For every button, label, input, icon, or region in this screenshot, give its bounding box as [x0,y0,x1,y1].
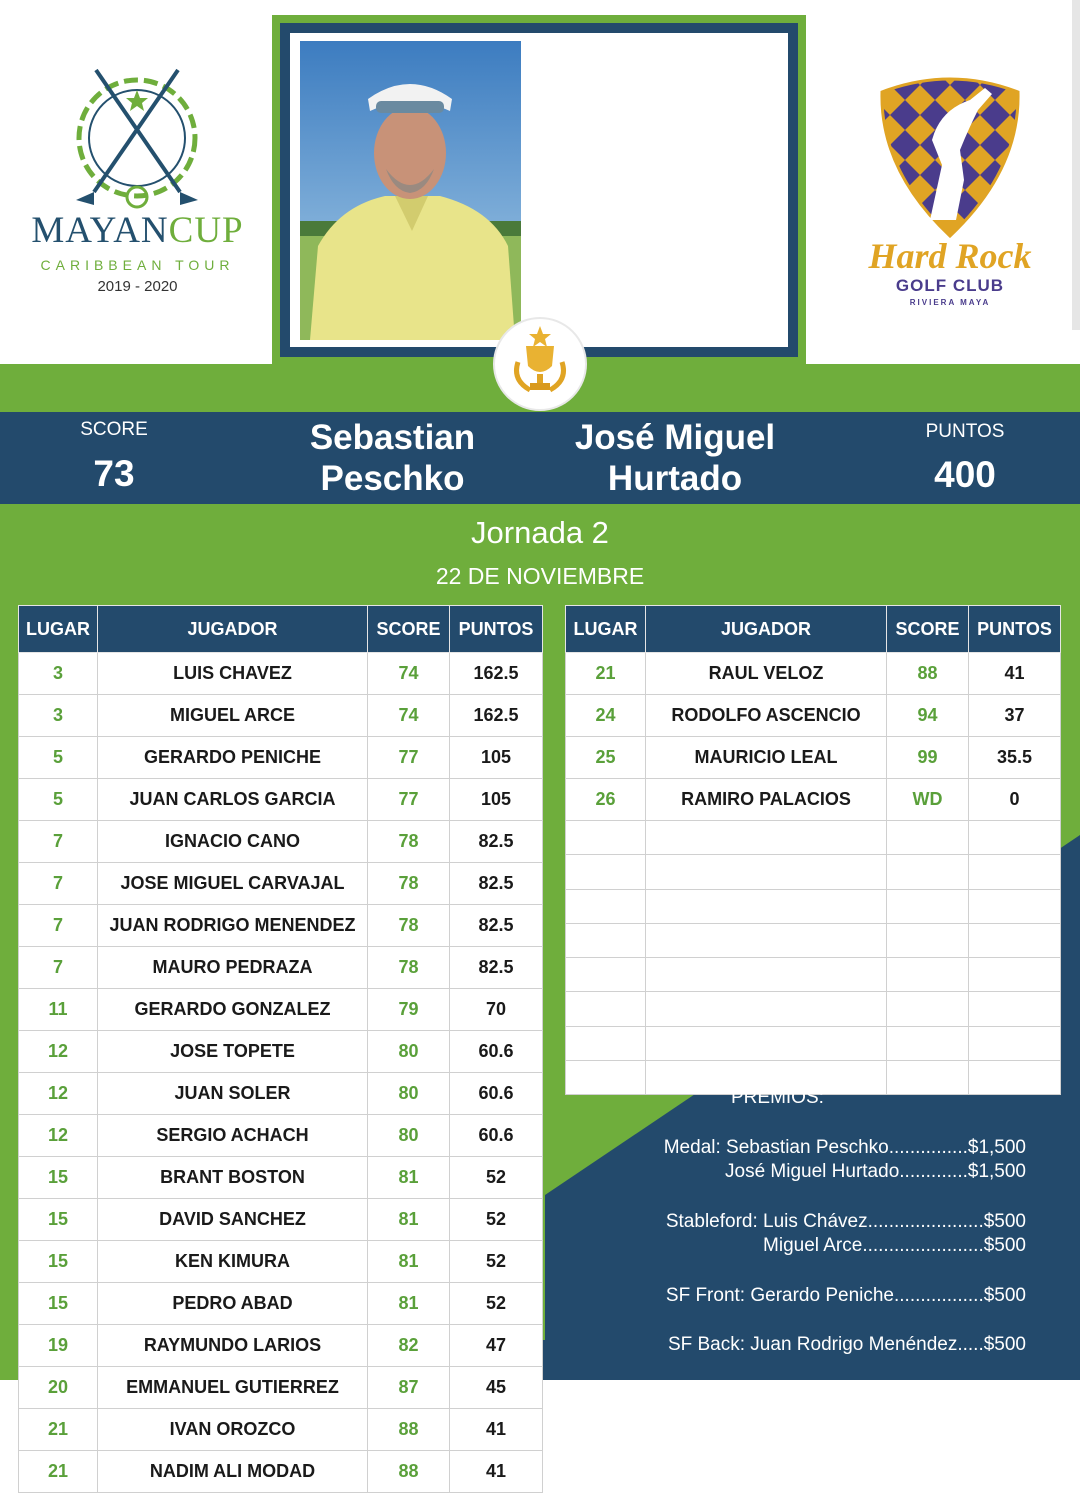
cell-lugar: 5 [19,779,98,821]
cell-score: 87 [368,1367,450,1409]
prizes-title: PREMIOS: [731,1087,824,1108]
prize-medal-1: Medal: Sebastian Peschko...............$1,500 [663,1137,1026,1158]
cell-lugar: 5 [19,737,98,779]
table-row [19,947,543,989]
cell-lugar: 21 [19,1451,98,1493]
trophy-icon [492,316,588,412]
cell-score: 88 [368,1409,450,1451]
cell-puntos: 60.6 [450,1115,543,1157]
table-row [19,905,543,947]
results-table-left [18,605,543,1493]
cell-jugador [646,923,887,957]
cell-puntos: 52 [450,1241,543,1283]
cell-lugar: 7 [19,947,98,989]
header-lugar: LUGAR [566,606,646,653]
cell-puntos: 0 [969,779,1061,821]
cell-lugar [566,992,646,1026]
cell-puntos [969,855,1061,889]
player2-first-name: José Miguel [574,418,776,457]
table-row [19,1115,543,1157]
header-score: SCORE [368,606,450,653]
table-row [566,923,1061,957]
cell-puntos: 60.6 [450,1031,543,1073]
cell-score: 81 [368,1199,450,1241]
cell-jugador: RAMIRO PALACIOS [646,779,887,821]
table-header-row [19,606,543,653]
cell-puntos: 105 [450,737,543,779]
cell-jugador [646,855,887,889]
cell-score: 78 [368,821,450,863]
table-row [19,1031,543,1073]
cell-puntos [969,821,1061,855]
cell-lugar [566,855,646,889]
prize-medal-2: José Miguel Hurtado.............$1,500 [725,1161,1026,1182]
cell-jugador [646,821,887,855]
cell-lugar [566,1026,646,1060]
cell-score: 81 [368,1157,450,1199]
cell-puntos: 82.5 [450,947,543,989]
header-jugador: JUGADOR [98,606,368,653]
cell-jugador: IGNACIO CANO [98,821,368,863]
cell-score: 88 [368,1451,450,1493]
mayan-cup-subtitle: CARIBBEAN TOUR [40,257,235,273]
table-row [19,863,543,905]
player2-name [535,417,815,499]
table-row [566,855,1061,889]
cell-jugador: DAVID SANCHEZ [98,1199,368,1241]
cell-score: 82 [368,1325,450,1367]
cell-jugador [646,992,887,1026]
table-row [566,695,1061,737]
cell-lugar: 11 [19,989,98,1031]
player1-last-name: Peschko [320,459,465,498]
cell-puntos: 82.5 [450,863,543,905]
cell-score: 99 [887,737,969,779]
cell-score [887,821,969,855]
header-puntos: PUNTOS [450,606,543,653]
cell-score: 94 [887,695,969,737]
cell-jugador [646,958,887,992]
cell-score: WD [887,779,969,821]
cell-lugar [566,958,646,992]
prize-stableford-1: Stableford: Luis Chávez......................$500 [665,1211,1026,1232]
mayan-cup-logo [20,60,255,310]
cell-puntos: 162.5 [450,653,543,695]
table-row [19,989,543,1031]
table-row [566,821,1061,855]
prize-stableford-2: Miguel Arce.......................$500 [763,1235,1026,1256]
table-row [566,958,1061,992]
scrollbar-track [1072,0,1080,330]
cell-jugador: RODOLFO ASCENCIO [646,695,887,737]
cell-score: 78 [368,947,450,989]
cell-score [887,1061,969,1095]
table-row [19,695,543,737]
player2-last-name: Hurtado [607,459,743,498]
cell-puntos [969,1061,1061,1095]
table-row [566,779,1061,821]
cell-jugador: RAUL VELOZ [646,653,887,695]
mayan-cup-years: 2019 - 2020 [97,278,178,295]
hard-rock-name: Hard Rock [868,236,1032,276]
cell-lugar: 7 [19,863,98,905]
cell-jugador: JOSE MIGUEL CARVAJAL [98,863,368,905]
table-row [19,779,543,821]
table-row [19,737,543,779]
points-label: PUNTOS [925,421,1005,442]
cell-puntos: 60.6 [450,1073,543,1115]
cell-score: 88 [887,653,969,695]
cell-puntos: 52 [450,1283,543,1325]
prize-sf-back: SF Back: Juan Rodrigo Menéndez.....$500 [667,1334,1026,1355]
cell-score [887,992,969,1026]
cell-jugador: EMMANUEL GUTIERREZ [98,1367,368,1409]
cell-score: 77 [368,737,450,779]
cell-jugador: GERARDO PENICHE [98,737,368,779]
round-title: Jornada 2 [471,515,609,550]
cell-jugador: JOSE TOPETE [98,1031,368,1073]
cell-lugar: 19 [19,1325,98,1367]
cell-jugador: SERGIO ACHACH [98,1115,368,1157]
table-row [19,821,543,863]
cell-puntos: 52 [450,1199,543,1241]
prize-sf-front: SF Front: Gerardo Peniche.................$500 [665,1285,1026,1306]
cell-lugar: 12 [19,1031,98,1073]
cell-score: 74 [368,653,450,695]
table-row [19,1367,543,1409]
player1-first-name: Sebastian [309,418,476,457]
cell-jugador: LUIS CHAVEZ [98,653,368,695]
cell-lugar: 7 [19,905,98,947]
header-lugar: LUGAR [19,606,98,653]
cell-puntos: 35.5 [969,737,1061,779]
cell-score: 78 [368,905,450,947]
cell-puntos [969,923,1061,957]
cell-lugar: 15 [19,1283,98,1325]
cell-lugar: 12 [19,1115,98,1157]
cell-puntos: 162.5 [450,695,543,737]
cell-score: 79 [368,989,450,1031]
cell-score: 81 [368,1241,450,1283]
cell-puntos [969,1026,1061,1060]
cell-score [887,958,969,992]
player-photo [300,41,521,340]
cell-lugar: 26 [566,779,646,821]
cell-lugar: 25 [566,737,646,779]
cell-lugar [566,889,646,923]
cell-jugador: PEDRO ABAD [98,1283,368,1325]
cell-puntos: 45 [450,1367,543,1409]
cell-puntos: 47 [450,1325,543,1367]
table-row [19,1241,543,1283]
table-row [19,1409,543,1451]
cell-puntos: 41 [450,1409,543,1451]
cell-lugar: 21 [566,653,646,695]
cell-lugar: 3 [19,695,98,737]
cell-puntos: 105 [450,779,543,821]
mayan-cup-wordmark: MAYANCUP [31,210,244,251]
cell-jugador: BRANT BOSTON [98,1157,368,1199]
cell-puntos: 41 [450,1451,543,1493]
header-score: SCORE [887,606,969,653]
cell-jugador: NADIM ALI MODAD [98,1451,368,1493]
round-date: 22 DE NOVIEMBRE [435,563,645,589]
cell-lugar: 7 [19,821,98,863]
points-value: 400 [934,454,996,495]
cell-jugador: GERARDO GONZALEZ [98,989,368,1031]
cell-lugar: 20 [19,1367,98,1409]
player1-name [255,417,530,499]
cell-lugar: 15 [19,1199,98,1241]
cell-jugador: MIGUEL ARCE [98,695,368,737]
cell-lugar: 12 [19,1073,98,1115]
table-row [566,1026,1061,1060]
cell-lugar [566,1061,646,1095]
cell-lugar: 24 [566,695,646,737]
results-table-right [565,605,1061,1095]
table-row [566,889,1061,923]
cell-lugar [566,923,646,957]
cell-puntos [969,889,1061,923]
cell-score: 81 [368,1283,450,1325]
cell-score: 80 [368,1031,450,1073]
header-puntos: PUNTOS [969,606,1061,653]
table-header-row [566,606,1061,653]
table-row [19,1199,543,1241]
cell-jugador [646,1026,887,1060]
cell-puntos: 37 [969,695,1061,737]
cell-jugador: MAURO PEDRAZA [98,947,368,989]
cell-score: 74 [368,695,450,737]
cell-jugador [646,889,887,923]
cell-score: 78 [368,863,450,905]
cell-score [887,889,969,923]
cell-jugador: JUAN RODRIGO MENENDEZ [98,905,368,947]
cell-puntos: 82.5 [450,905,543,947]
cell-lugar: 15 [19,1241,98,1283]
cell-lugar: 15 [19,1157,98,1199]
cell-score: 77 [368,779,450,821]
table-row [566,737,1061,779]
cell-score [887,855,969,889]
cell-score: 80 [368,1115,450,1157]
cell-lugar [566,821,646,855]
cell-jugador: RAYMUNDO LARIOS [98,1325,368,1367]
cell-puntos [969,992,1061,1026]
hard-rock-logo [860,70,1040,320]
mayan-cup-logo-icon [20,60,255,210]
cell-score: 80 [368,1073,450,1115]
cell-jugador: KEN KIMURA [98,1241,368,1283]
score-label: SCORE [80,419,148,440]
cell-jugador: JUAN CARLOS GARCIA [98,779,368,821]
score-value: 73 [93,453,135,494]
cell-score [887,923,969,957]
cell-jugador: MAURICIO LEAL [646,737,887,779]
cell-puntos [969,958,1061,992]
cell-jugador: IVAN OROZCO [98,1409,368,1451]
cell-lugar: 3 [19,653,98,695]
table-row [19,653,543,695]
cell-puntos: 82.5 [450,821,543,863]
cell-puntos: 70 [450,989,543,1031]
table-row [19,1157,543,1199]
table-row [19,1073,543,1115]
table-row [19,1283,543,1325]
hard-rock-guitar-pick-icon [860,70,1040,238]
cell-lugar: 21 [19,1409,98,1451]
cell-puntos: 52 [450,1157,543,1199]
cell-puntos: 41 [969,653,1061,695]
hard-rock-location: RIVIERA MAYA [909,298,991,307]
header-jugador: JUGADOR [646,606,887,653]
hard-rock-golf-club: GOLF CLUB [895,276,1005,295]
table-row [566,653,1061,695]
cell-jugador: JUAN SOLER [98,1073,368,1115]
table-row [19,1451,543,1493]
table-row [19,1325,543,1367]
table-row [566,992,1061,1026]
cell-score [887,1026,969,1060]
